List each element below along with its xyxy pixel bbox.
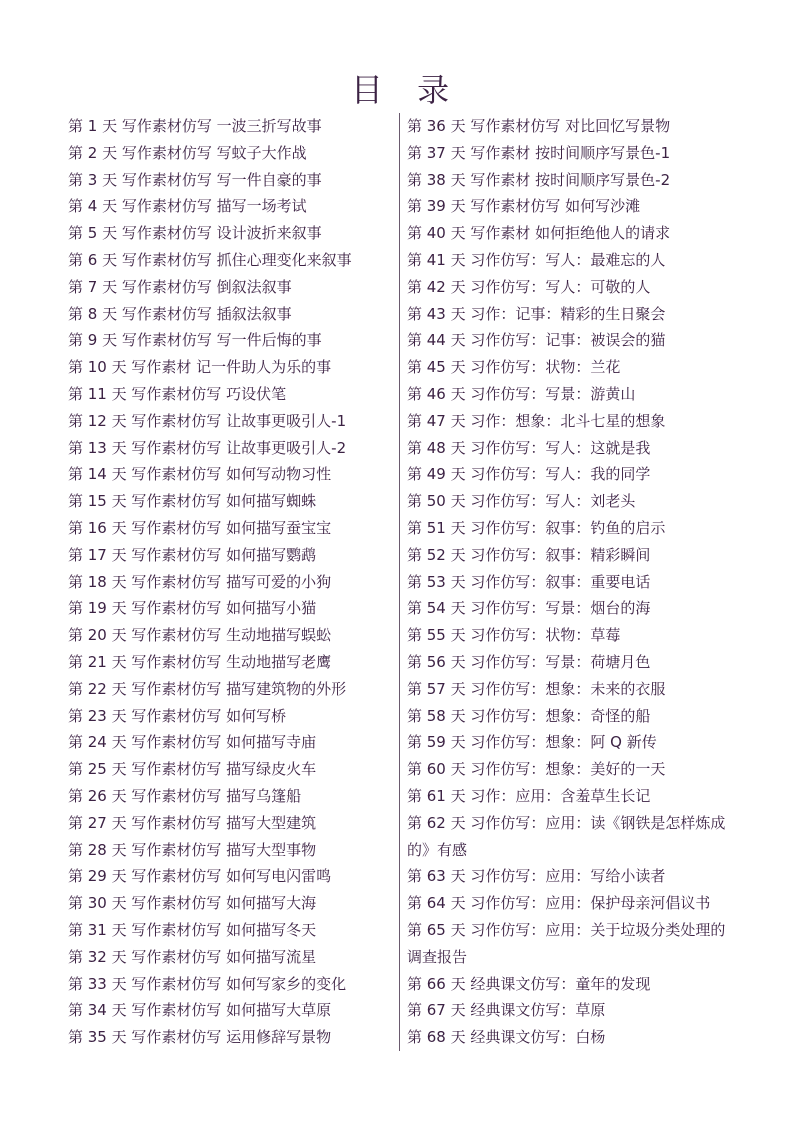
toc-entry[interactable]: 第 55 天 习作仿写：状物：草莓 xyxy=(407,626,621,645)
toc-entry[interactable]: 第 14 天 写作素材仿写 如何写动物习性 xyxy=(68,465,332,484)
toc-entry[interactable]: 第 57 天 习作仿写：想象：未来的衣服 xyxy=(407,679,666,698)
toc-entry[interactable]: 第 67 天 经典课文仿写：草原 xyxy=(407,1001,606,1020)
toc-entry[interactable]: 第 36 天 写作素材仿写 对比回忆写景物 xyxy=(407,117,671,135)
toc-entry[interactable]: 第 45 天 习作仿写：状物：兰花 xyxy=(407,358,621,377)
toc-right-column xyxy=(407,113,737,1051)
toc-entry[interactable]: 第 38 天 写作素材 按时间顺序写景色-2 xyxy=(407,170,671,189)
toc-entry[interactable]: 第 43 天 习作：记事：精彩的生日聚会 xyxy=(407,304,666,323)
toc-entry[interactable]: 第 29 天 写作素材仿写 如何写电闪雷鸣 xyxy=(68,867,332,886)
toc-entry[interactable]: 第 49 天 习作仿写：写人：我的同学 xyxy=(407,465,651,484)
page-title: 目 录 xyxy=(350,71,462,109)
toc-entry[interactable]: 第 31 天 写作素材仿写 如何描写冬天 xyxy=(68,920,317,939)
toc-entry[interactable]: 第 5 天 写作素材仿写 设计波折来叙事 xyxy=(68,224,322,243)
toc-entry[interactable]: 第 58 天 习作仿写：想象：奇怪的船 xyxy=(407,706,651,725)
toc-entry[interactable]: 第 10 天 写作素材 记一件助人为乐的事 xyxy=(68,358,332,377)
toc-entry[interactable]: 第 9 天 写作素材仿写 写一件后悔的事 xyxy=(68,331,322,350)
toc-entry[interactable]: 第 47 天 习作：想象：北斗七星的想象 xyxy=(407,411,666,430)
toc-entry[interactable]: 第 26 天 写作素材仿写 描写乌篷船 xyxy=(68,786,302,805)
toc-entry[interactable]: 第 7 天 写作素材仿写 倒叙法叙事 xyxy=(68,277,292,296)
toc-entry[interactable]: 第 18 天 写作素材仿写 描写可爱的小狗 xyxy=(68,572,332,591)
toc-entry[interactable]: 第 28 天 写作素材仿写 描写大型事物 xyxy=(68,840,317,859)
toc-entry[interactable]: 第 61 天 习作：应用：含羞草生长记 xyxy=(407,786,651,805)
toc-left-column xyxy=(68,113,388,1051)
toc-entry[interactable]: 第 3 天 写作素材仿写 写一件自豪的事 xyxy=(68,170,322,189)
toc-entry[interactable]: 第 50 天 习作仿写：写人：刘老头 xyxy=(407,492,636,511)
toc-entry[interactable]: 第 6 天 写作素材仿写 抓住心理变化来叙事 xyxy=(68,250,352,269)
toc-entry[interactable]: 第 25 天 写作素材仿写 描写绿皮火车 xyxy=(68,760,317,779)
toc-entry[interactable]: 第 12 天 写作素材仿写 让故事更吸引人-1 xyxy=(68,411,347,430)
toc-entry[interactable]: 第 13 天 写作素材仿写 让故事更吸引人-2 xyxy=(68,438,347,457)
toc-entry[interactable]: 第 27 天 写作素材仿写 描写大型建筑 xyxy=(68,813,317,832)
toc-entry[interactable]: 第 22 天 写作素材仿写 描写建筑物的外形 xyxy=(68,679,347,698)
toc-entry[interactable]: 第 2 天 写作素材仿写 写蚊子大作战 xyxy=(68,143,307,162)
toc-entry[interactable]: 第 66 天 经典课文仿写：童年的发现 xyxy=(407,974,651,993)
toc-entry[interactable]: 第 56 天 习作仿写：写景：荷塘月色 xyxy=(407,652,651,671)
toc-entry[interactable]: 第 17 天 写作素材仿写 如何描写鹦鹉 xyxy=(68,545,317,564)
toc-entry[interactable]: 第 1 天 写作素材仿写 一波三折写故事 xyxy=(68,117,322,135)
toc-entry[interactable]: 第 32 天 写作素材仿写 如何描写流星 xyxy=(68,947,317,966)
toc-entry[interactable]: 第 59 天 习作仿写：想象：阿 Q 新传 xyxy=(407,733,657,752)
toc-entry[interactable]: 第 30 天 写作素材仿写 如何描写大海 xyxy=(68,894,317,913)
toc-entry[interactable]: 第 16 天 写作素材仿写 如何描写蚕宝宝 xyxy=(68,518,332,537)
toc-entry[interactable]: 第 40 天 写作素材 如何拒绝他人的请求 xyxy=(407,224,671,243)
toc-entry[interactable]: 第 65 天 习作仿写：应用：关于垃圾分类处理的调查报告 xyxy=(407,920,726,966)
toc-entry[interactable]: 第 53 天 习作仿写：叙事：重要电话 xyxy=(407,572,651,591)
toc-entry[interactable]: 第 39 天 写作素材仿写 如何写沙滩 xyxy=(407,197,641,216)
toc-entry[interactable]: 第 46 天 习作仿写：写景：游黄山 xyxy=(407,384,636,403)
toc-entry[interactable]: 第 15 天 写作素材仿写 如何描写蜘蛛 xyxy=(68,492,317,511)
toc-entry[interactable]: 第 11 天 写作素材仿写 巧设伏笔 xyxy=(68,384,287,403)
toc-entry[interactable]: 第 24 天 写作素材仿写 如何描写寺庙 xyxy=(68,733,317,752)
toc-entry[interactable]: 第 4 天 写作素材仿写 描写一场考试 xyxy=(68,197,307,216)
toc-entry[interactable]: 第 20 天 写作素材仿写 生动地描写蜈蚣 xyxy=(68,626,332,645)
toc-entry[interactable]: 第 8 天 写作素材仿写 插叙法叙事 xyxy=(68,304,292,323)
toc-entry[interactable]: 第 33 天 写作素材仿写 如何写家乡的变化 xyxy=(68,974,347,993)
toc-entry[interactable]: 第 41 天 习作仿写：写人：最难忘的人 xyxy=(407,250,666,269)
toc-entry[interactable]: 第 64 天 习作仿写：应用：保护母亲河倡议书 xyxy=(407,894,711,913)
toc-entry[interactable]: 第 63 天 习作仿写：应用：写给小读者 xyxy=(407,867,666,886)
toc-entry[interactable]: 第 19 天 写作素材仿写 如何描写小猫 xyxy=(68,599,317,618)
toc-entry[interactable]: 第 54 天 习作仿写：写景：烟台的海 xyxy=(407,599,651,618)
toc-entry[interactable]: 第 42 天 习作仿写：写人：可敬的人 xyxy=(407,277,651,296)
toc-entry[interactable]: 第 37 天 写作素材 按时间顺序写景色-1 xyxy=(407,143,671,162)
toc-entry[interactable]: 第 48 天 习作仿写：写人：这就是我 xyxy=(407,438,651,457)
column-divider xyxy=(399,113,400,1051)
toc-entry[interactable]: 第 60 天 习作仿写：想象：美好的一天 xyxy=(407,760,666,779)
toc-entry[interactable]: 第 51 天 习作仿写：叙事：钓鱼的启示 xyxy=(407,518,666,537)
toc-entry[interactable]: 第 52 天 习作仿写：叙事：精彩瞬间 xyxy=(407,545,651,564)
toc-entry[interactable]: 第 62 天 习作仿写：应用：读《钢铁是怎样炼成的》有感 xyxy=(407,813,726,859)
toc-entry[interactable]: 第 23 天 写作素材仿写 如何写桥 xyxy=(68,706,287,725)
toc-entry[interactable]: 第 35 天 写作素材仿写 运用修辞写景物 xyxy=(68,1028,332,1047)
toc-entry[interactable]: 第 34 天 写作素材仿写 如何描写大草原 xyxy=(68,1001,332,1020)
toc-entry[interactable]: 第 44 天 习作仿写：记事：被误会的猫 xyxy=(407,331,666,350)
toc-entry[interactable]: 第 21 天 写作素材仿写 生动地描写老鹰 xyxy=(68,652,332,671)
toc-entry[interactable]: 第 68 天 经典课文仿写：白杨 xyxy=(407,1028,606,1047)
